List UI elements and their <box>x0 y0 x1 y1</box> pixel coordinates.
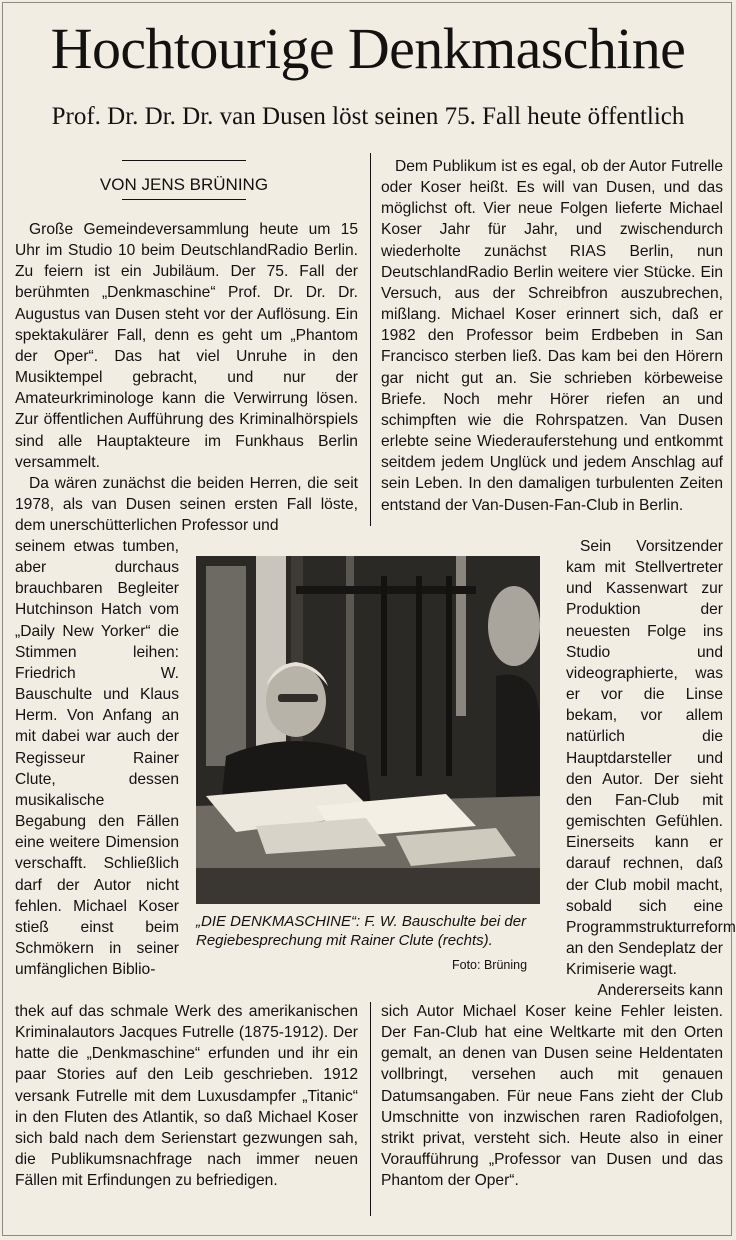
column-2-top <box>381 156 723 516</box>
headline: Hochtourige Denkmaschine <box>50 16 686 81</box>
paragraph-otherhand: sich Autor Michael Koser keine Fehler leisten. Der Fan-Club hat eine Weltkarte mit den Orten gemalt, an denen van Dusen seine Heldentaten vollbringt, versehen auch mit genauen Datumsangaben. Für neue Fans zieht der Club Umschnitte von inzwischen raren Radiofolgen, strikt privat, versteht sich. Heute also in einer Voraufführung „Professor van Dusen und das Phantom der Oper“. <box>381 1003 723 1190</box>
column-rule-lower <box>370 1002 371 1216</box>
paragraph-audience: Dem Publikum ist es egal, ob der Autor Futrelle oder Koser heißt. Es will van Dusen, und das möglichst oft. Vier neue Folgen lieferte Michael Koser Jahr für Jahr, und zwischendurch wiederholte zunächst RIAS Berlin, nun DeutschlandRadio Berlin weitere vier Stücke. Ein Versuch, aus der Schreibfron auszubrechen, mißlang. Michael Koser erinnert sich, daß er 1982 den Professor beim Erdbeben in San Francisco sterben ließ. Das kam bei den Hörern gar nicht gut an. Sie schrieben körbeweise Briefe. Noch mehr Hörer riefen an und schimpften wie die Rohrspatzen. Van Dusen erlebte seine Wiederauferstehung und entkommt seitdem jedem Unglück und jedem Anschlag auf sein Leben. In den damaligen turbulenten Zeiten entstand der Van-Dusen-Fan-Club in Berlin. <box>381 158 723 514</box>
column-1-top <box>15 219 358 536</box>
paragraph-intro: Große Gemeindeversammlung heute um 15 Uhr im Studio 10 beim DeutschlandRadio Berlin. Zu feiern ist ein Jubiläum. Der 75. Fall der berühmten „Denkmaschine“ Prof. Dr. Dr. Dr. Augustus van Dusen steht vor der Auflösung. Ein spektakulärer Fall, denn es geht um „Phantom der Oper“. Das hat viel Unruhe in den Musiktempel gebracht, und nur der Amateurkriminologe kann die Verwirrung lösen. Zur öffentlichen Aufführung des Kriminalhörspiels sind alle Hauptakteure im Funkhaus Berlin versammelt. <box>15 221 358 471</box>
column-rule <box>370 153 371 526</box>
column-2-narrow <box>566 536 736 980</box>
paragraph-futrelle: thek auf das schmale Werk des amerikanischen Kriminalautors Jacques Futrelle (1875-1912). Der hatte die „Denkmaschine“ erfunden und ihr ein paar Stories auf den Leib geschrieben. 1912 versank Futrelle mit dem Luxusdampfer „Titanic“ in den Fluten des Atlantik, so daß Michael Koser sich bald nach dem Serienstart gezwungen sah, die Publikumsnachfrage nach immer neuen Fällen mit Erfindungen zu befriedigen. <box>15 1003 358 1190</box>
photo-credit: Foto: Brüning <box>452 958 528 972</box>
byline-rule-top <box>122 160 246 161</box>
subheadline: Prof. Dr. Dr. Dr. van Dusen löst seinen 75. Fall heute öffentlich <box>51 103 685 130</box>
paragraph-fanclub: Sein Vorsitzender kam mit Stellvertreter und Kassenwart zur Produktion der neuesten Folge ins Studio und videographierte, was er vor die Linse bekam, vor allem natürlich die Hauptdarsteller und den Autor. Der sieht den Fan-Club mit gemischten Gefühlen. Einerseits kann er darauf rechnen, daß der Club mobil macht, sobald sich eine Programmstrukturreform an den Sendeplatz der Krimiserie wagt. <box>566 538 736 979</box>
paragraph-speakers-cont: seinem etwas tumben, aber durchaus brauchbaren Begleiter Hutchinson Hatch vom „Daily New Yorker“ die Stimmen leihen: Friedrich W. Bauschulte und Klaus Herm. Von Anfang an mit dabei war auch der Regisseur Rainer Clute, dessen musikalische Begabung den Fällen eine weitere Dimension verschafft. Schließlich darf der Autor nicht fehlen. Michael Koser stieß einst beim Schmökern in seiner umfänglichen Biblio- <box>15 538 179 979</box>
photo-caption: „DIE DENKMASCHINE“: F. W. Bauschulte bei der Regiebesprechung mit Rainer Clute (rechts). <box>196 913 527 949</box>
column-1-bottom <box>15 1001 358 1191</box>
paragraph-otherhand-start: Andererseits kann <box>597 982 723 999</box>
column-1-narrow <box>15 536 179 980</box>
column-2-mid <box>566 980 723 1001</box>
photo-illustration <box>196 556 540 904</box>
paragraph-speakers: Da wären zunächst die beiden Herren, die seit 1978, als van Dusen seinen ersten Fall löste, dem unerschütterlichen Professor und <box>15 474 358 535</box>
article-photo <box>196 556 540 904</box>
byline-rule-bottom <box>122 199 246 200</box>
column-2-bottom <box>381 1001 723 1191</box>
byline: VON JENS BRÜNING <box>99 175 269 194</box>
